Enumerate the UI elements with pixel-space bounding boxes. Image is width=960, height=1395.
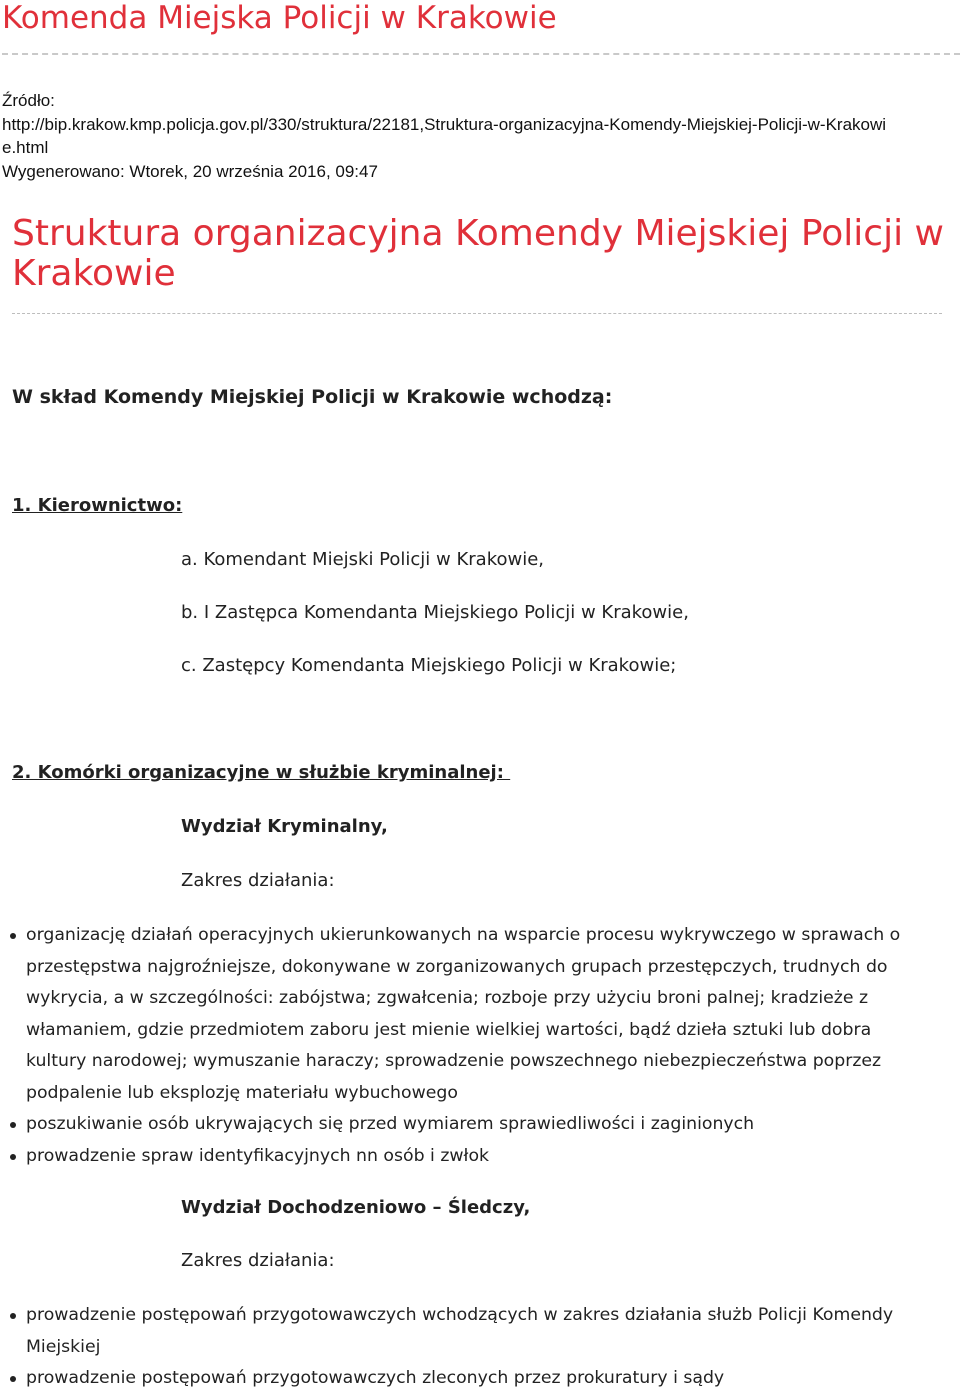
scope-label: Zakres działania:: [181, 870, 335, 891]
page-title: Struktura organizacyjna Komendy Miejskiej Policji w Krakowie: [12, 213, 944, 294]
source-url: http://bip.krakow.kmp.policja.gov.pl/330/struktura/22181,Struktura-organizacyjna-Komendy-Miejskiej-Policji-w-Krakowi: [2, 114, 887, 134]
header-divider: [2, 53, 960, 55]
scope-label: Zakres działania:: [181, 1250, 335, 1271]
section-heading-komorki-kryminalne: 2. Komórki organizacyjne w służbie kryminalnej:: [12, 762, 511, 783]
unit-name-wydzial-dochodzeniowo-sledczy: Wydział Dochodzeniowo – Śledczy,: [181, 1197, 531, 1218]
list-item: c. Zastępcy Komendanta Miejskiego Policji w Krakowie;: [181, 655, 677, 676]
list-item: prowadzenie postępowań przygotowawczych zleconych przez prokuratury i sądy: [0, 1363, 935, 1395]
generated-timestamp: Wygenerowano: Wtorek, 20 września 2016, 09:47: [2, 161, 378, 181]
scope-list: [0, 1300, 935, 1395]
bullet-icon: [10, 1376, 16, 1382]
list-item: a. Komendant Miejski Policji w Krakowie,: [181, 549, 545, 570]
list-item: poszukiwanie osób ukrywających się przed wymiarem sprawiedliwości i zaginionych: [0, 1109, 935, 1141]
list-item: prowadzenie spraw identyfikacyjnych nn osób i zwłok: [0, 1141, 935, 1173]
bullet-icon: [10, 933, 16, 939]
site-title: Komenda Miejska Policji w Krakowie: [2, 0, 557, 36]
list-item: prowadzenie postępowań przygotowawczych wchodzących w zakres działania służb Policji Komendy Miejskiej: [0, 1300, 935, 1363]
section-heading-kierownictwo: 1. Kierownictwo:: [12, 495, 183, 516]
bullet-icon: [10, 1313, 16, 1319]
source-url-continuation: e.html: [2, 138, 49, 158]
list-item: organizację działań operacyjnych ukierunkowanych na wsparcie procesu wykrywczego w sprawach o przestępstwa najgroźniejsze, dokonywane w zorganizowanych grupach przestępczych, trudnych do wykrycia, a w szczególności: zabójstwa; zgwałcenia; rozboje przy użyciu broni palnej; kradzieże z włamaniem, gdzie przedmiotem zaboru jest mienie wielkiej wartości, bądź dzieła sztuki lub dobra kultury narodowej; wymuszanie haraczy; sprowadzenie powszechnego niebezpieczeństwa poprzez podpalenie lub eksplozję materiału wybuchowego: [0, 920, 935, 1109]
bullet-icon: [10, 1122, 16, 1128]
source-label: Źródło:: [2, 91, 55, 110]
unit-name-wydzial-kryminalny: Wydział Kryminalny,: [181, 816, 388, 837]
bullet-icon: [10, 1154, 16, 1160]
scope-list: [0, 920, 935, 1172]
intro-text: W skład Komendy Miejskiej Policji w Krakowie wchodzą:: [12, 386, 613, 408]
list-item: b. I Zastępca Komendanta Miejskiego Policji w Krakowie,: [181, 602, 689, 623]
title-divider: [12, 313, 942, 314]
document-meta: [2, 89, 886, 183]
